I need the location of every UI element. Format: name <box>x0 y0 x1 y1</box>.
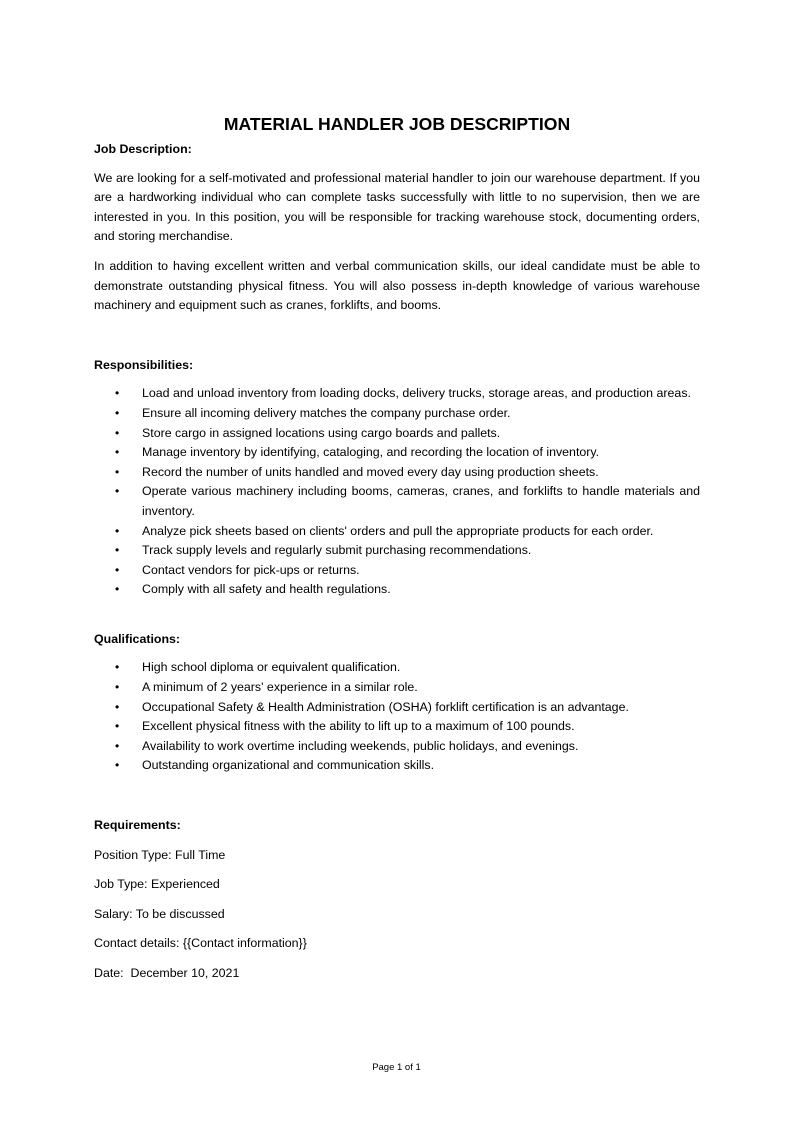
list-item-text: Analyze pick sheets based on clients' orders and pull the appropriate products for each order. <box>142 523 654 538</box>
bullet-icon: • <box>115 405 120 420</box>
bullet-icon: • <box>115 543 120 558</box>
list-item-text: Track supply levels and regularly submit purchasing recommendations. <box>142 543 532 558</box>
list-item-text: A minimum of 2 years' experience in a similar role. <box>142 680 418 695</box>
list-item <box>94 384 700 404</box>
bullet-icon: • <box>115 738 120 753</box>
list-item <box>94 658 700 678</box>
bullet-icon: • <box>115 660 120 675</box>
bullet-icon: • <box>115 562 120 577</box>
list-item-text: Comply with all safety and health regulations. <box>142 582 391 597</box>
document-title: MATERIAL HANDLER JOB DESCRIPTION <box>223 114 571 134</box>
list-item <box>94 463 700 483</box>
bullet-icon: • <box>115 464 120 479</box>
list-item-text: Availability to work overtime including weekends, public holidays, and evenings. <box>142 738 579 753</box>
bullet-icon: • <box>115 699 120 714</box>
list-item <box>94 756 700 776</box>
bullet-icon: • <box>115 386 120 401</box>
list-item <box>94 404 700 424</box>
list-item-text: Operate various machinery including booms, cameras, cranes, and forklifts to handle materials and inventory. <box>142 484 700 518</box>
responsibilities-list <box>94 384 700 600</box>
requirements-heading: Requirements: <box>94 818 181 833</box>
document-page <box>94 112 700 984</box>
list-item-text: Ensure all incoming delivery matches the company purchase order. <box>142 405 511 420</box>
bullet-icon: • <box>115 680 120 695</box>
bullet-icon: • <box>115 523 120 538</box>
list-item <box>94 561 700 581</box>
job-description-paragraph-2: In addition to having excellent written and verbal communication skills, our ideal candidate must be able to demonstrate outstanding physical fitness. You will also possess in-depth knowledge of various warehouse machinery and equipment such as cranes, forklifts, and booms. <box>94 258 700 313</box>
list-item <box>94 698 700 718</box>
position-type-line: Position Type: Full Time <box>94 847 226 862</box>
bullet-icon: • <box>115 582 120 597</box>
list-item <box>94 678 700 698</box>
qualifications-list <box>94 658 700 776</box>
list-item-text: Occupational Safety & Health Administration (OSHA) forklift certification is an advantage. <box>142 699 629 714</box>
bullet-icon: • <box>115 425 120 440</box>
list-item-text: Outstanding organizational and communication skills. <box>142 758 435 773</box>
list-item-text: Store cargo in assigned locations using cargo boards and pallets. <box>142 425 501 440</box>
list-item <box>94 737 700 757</box>
job-type-line: Job Type: Experienced <box>94 877 220 892</box>
list-item <box>94 482 700 521</box>
list-item <box>94 443 700 463</box>
responsibilities-heading: Responsibilities: <box>94 357 194 372</box>
bullet-icon: • <box>115 719 120 734</box>
list-item-text: Record the number of units handled and moved every day using production sheets. <box>142 464 599 479</box>
bullet-icon: • <box>115 484 120 499</box>
requirements-section <box>94 816 700 984</box>
list-item-text: Manage inventory by identifying, cataloging, and recording the location of inventory. <box>142 445 600 460</box>
list-item <box>94 424 700 444</box>
list-item <box>94 522 700 542</box>
page-number-footer: Page 1 of 1 <box>372 1062 421 1073</box>
list-item <box>94 717 700 737</box>
job-description-paragraph-1: We are looking for a self-motivated and professional material handler to join our warehouse department. If you are a hardworking individual who can complete tasks successfully with little to no supervision, then we are interested in you. In this position, you will be responsible for tracking warehouse stock, documenting orders, and storing merchandise. <box>94 170 700 244</box>
list-item-text: High school diploma or equivalent qualification. <box>142 660 401 675</box>
salary-line: Salary: To be discussed <box>94 906 225 921</box>
list-item <box>94 580 700 600</box>
list-item <box>94 541 700 561</box>
contact-details-line: Contact details: {{Contact information}} <box>94 936 307 951</box>
bullet-icon: • <box>115 758 120 773</box>
qualifications-section <box>94 630 700 776</box>
bullet-icon: • <box>115 445 120 460</box>
qualifications-heading: Qualifications: <box>94 631 181 646</box>
responsibilities-section <box>94 356 700 600</box>
job-description-section <box>94 140 700 316</box>
list-item-text: Excellent physical fitness with the ability to lift up to a maximum of 100 pounds. <box>142 719 575 734</box>
list-item-text: Contact vendors for pick-ups or returns. <box>142 562 360 577</box>
date-line: Date: December 10, 2021 <box>94 966 240 980</box>
list-item-text: Load and unload inventory from loading docks, delivery trucks, storage areas, and production areas. <box>142 386 691 401</box>
job-description-heading: Job Description: <box>94 142 192 156</box>
